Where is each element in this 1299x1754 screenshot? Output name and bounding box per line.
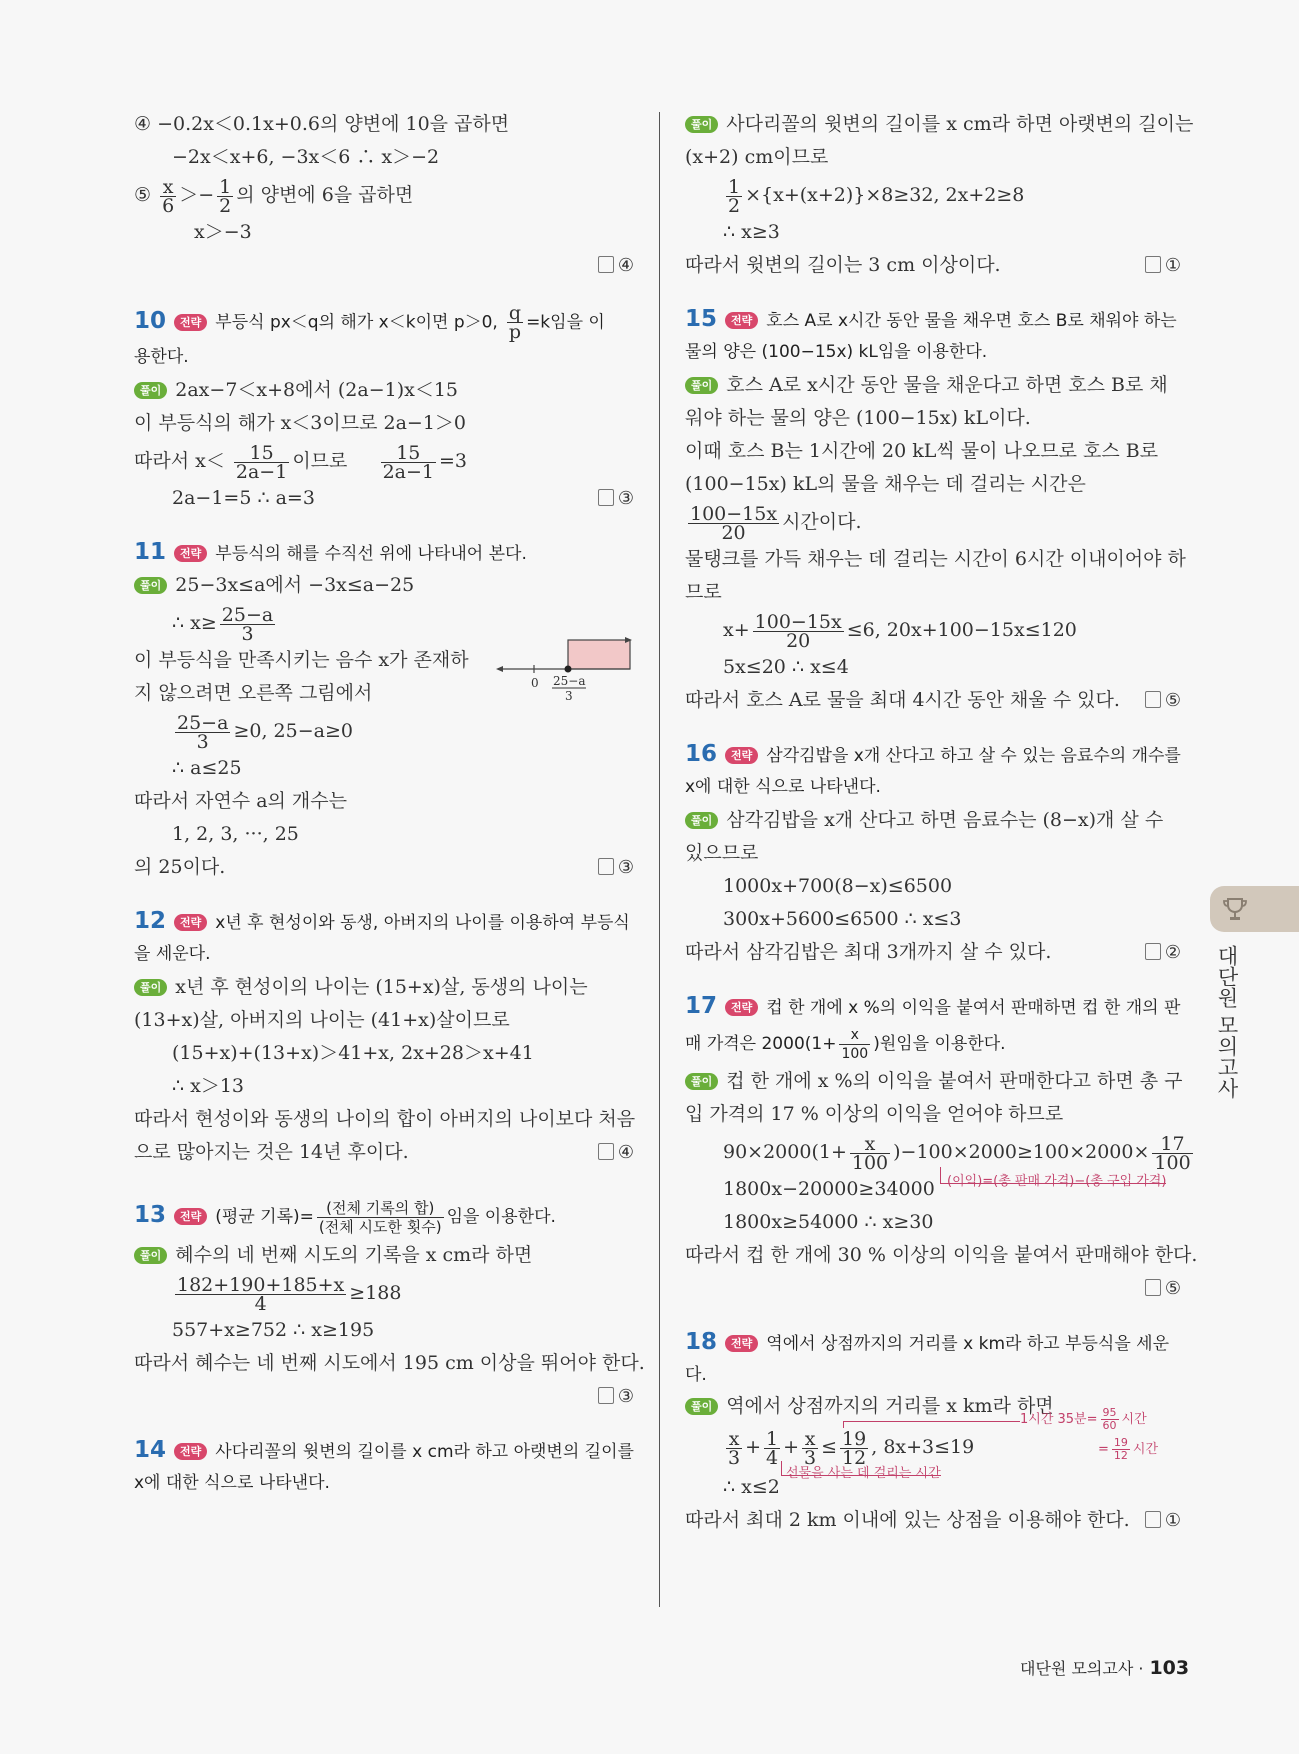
frac-top: 19 <box>1113 1436 1128 1449</box>
p18-s3-text: ∴ x≤2 <box>723 1476 780 1498</box>
frac-top: 100−15x <box>690 502 778 525</box>
fraction <box>850 1132 890 1174</box>
trophy-icon <box>1222 896 1248 922</box>
frac-top: 25−a <box>221 603 274 626</box>
problem-number: 10 <box>134 307 167 334</box>
p18-answer <box>685 1504 1181 1537</box>
fraction <box>753 610 844 652</box>
p18-s1-text: 역에서 상점까지의 거리를 x km라 하면 <box>726 1395 1054 1417</box>
p17-s1 <box>685 1065 1181 1098</box>
p17-s4 <box>685 1173 1181 1206</box>
frac-bottom: 6 <box>162 194 175 217</box>
p17-s1-text: 컵 한 개에 x %의 이익을 붙여서 판매한다고 하면 총 구 <box>726 1070 1183 1092</box>
p17-s5: 1800x≥54000 ∴ x≥30 <box>723 1211 934 1233</box>
strategy-badge: 전략 <box>725 312 758 329</box>
strategy-badge: 전략 <box>725 1335 758 1352</box>
annotation-text: = <box>1098 1442 1109 1457</box>
answer-value: ③ <box>617 1386 634 1407</box>
p11-s5-post: ≥0, 25−a≥0 <box>233 720 353 742</box>
p10-s1 <box>134 374 634 407</box>
strategy-badge: 전략 <box>174 314 207 331</box>
strategy-text: x년 후 현성이와 동생, 아버지의 나이를 이용하여 부등식 <box>215 913 630 933</box>
frac-bottom: 60 <box>1102 1419 1117 1432</box>
frac-bottom: 2a−1 <box>382 460 435 483</box>
p16-strategy <box>685 739 1181 771</box>
p12-s5: 따라서 현성이와 동생의 나이의 합이 아버지의 나이보다 처음 <box>134 1108 636 1130</box>
p15-answer <box>685 684 1181 717</box>
side-tab-label: 대단원 모의고사 <box>1215 945 1239 1099</box>
fraction <box>839 1026 870 1063</box>
strategy-text: 부등식의 해를 수직선 위에 나타내어 본다. <box>215 544 527 564</box>
p15-s5-post: 시간이다. <box>782 511 862 533</box>
p18-note-time <box>1020 1407 1147 1432</box>
solution-region <box>568 640 630 669</box>
p17-s2: 입 가격의 17 % 이상의 이익을 얻어야 하므로 <box>685 1103 1064 1125</box>
p13-strategy <box>134 1191 634 1239</box>
p14-strategy-cont: x에 대한 식으로 나타낸다. <box>134 1473 330 1493</box>
p18-strategy <box>685 1327 1181 1390</box>
boundary-label-top: 25−a <box>553 674 586 688</box>
strategy-badge: 전략 <box>174 1208 207 1225</box>
p9-answer <box>134 249 634 282</box>
frac-bottom: 20 <box>786 629 811 652</box>
annotation-text: 선물을 사는 데 걸리는 시간 <box>786 1466 941 1481</box>
frac-top: 15 <box>381 444 436 463</box>
frac-bottom: 4 <box>254 1292 267 1315</box>
p17-s4-text: 1800x−20000≥34000 <box>723 1178 935 1200</box>
p10-s1-text: 2ax−7＜x+8에서 (2a−1)x＜15 <box>175 379 459 401</box>
p11-figure-block <box>134 644 634 710</box>
p15-s9: 5x≤20 ∴ x≤4 <box>723 656 849 678</box>
answer-value: ① <box>1164 255 1181 276</box>
fraction <box>1152 1132 1192 1174</box>
p12-s1 <box>134 971 634 1004</box>
p13-s2-post: ≥188 <box>349 1282 402 1304</box>
frac-top: 95 <box>1102 1406 1117 1419</box>
frac-top: 19 <box>842 1427 867 1450</box>
p15-s5 <box>685 501 1181 543</box>
p15-s8-pre: x+ <box>723 619 750 641</box>
strategy-text: (평균 기록)= <box>215 1207 314 1227</box>
strategy-text: 삼각김밥을 x개 산다고 하고 살 수 있는 음료수의 개수를 <box>766 746 1181 766</box>
solution-badge: 풀이 <box>685 1073 718 1090</box>
p11-s6: ∴ a≤25 <box>172 757 242 779</box>
answer-value: ⑤ <box>1164 690 1181 711</box>
p13-s1 <box>134 1239 634 1272</box>
strategy-badge: 전략 <box>174 1443 207 1460</box>
answer-icon <box>598 858 614 875</box>
p9-l3-mid: ＞− <box>179 184 215 206</box>
p15-strategy <box>685 304 1181 336</box>
problem-number: 13 <box>134 1202 167 1228</box>
strategy-text: 사다리꼴의 윗변의 길이를 x cm라 하고 아랫변의 길이를 <box>215 1442 634 1462</box>
solution-badge: 풀이 <box>134 577 167 594</box>
p9-line2: −2x＜x+6, −3x＜6 ∴ x＞−2 <box>172 146 440 168</box>
p16-s1 <box>685 804 1181 837</box>
page-number: 103 <box>1149 1657 1190 1679</box>
frac-top: x <box>160 178 176 197</box>
right-column <box>685 108 1198 1537</box>
fraction <box>726 175 742 217</box>
problem-number: 14 <box>134 1437 167 1463</box>
p16-s2: 있으므로 <box>685 842 759 864</box>
p12-s1-text: x년 후 현성이의 나이는 (15+x)살, 동생의 나이는 <box>175 976 588 998</box>
p16-s3: 1000x+700(8−x)≤6500 <box>723 875 953 897</box>
p10-s3-post: =3 <box>439 450 468 472</box>
frac-top: 1 <box>766 1427 779 1450</box>
frac-top: 100−15x <box>754 610 842 633</box>
arrow-left-icon <box>496 666 503 672</box>
frac-bottom: 20 <box>721 521 746 544</box>
strategy-badge: 전략 <box>174 914 207 931</box>
p13-s3: 557+x≥752 ∴ x≥195 <box>172 1319 375 1341</box>
frac-top: x <box>726 1430 742 1449</box>
p10-strategy-cont: 용한다. <box>134 347 189 367</box>
p15-s8 <box>685 609 1181 651</box>
side-tab[interactable] <box>1210 886 1299 932</box>
p18-s2-post: , 8x+3≤19 <box>871 1436 975 1458</box>
fraction <box>234 441 289 483</box>
frac-bottom: 12 <box>842 1446 867 1469</box>
left-column <box>134 108 645 1500</box>
problem-number: 11 <box>134 539 167 565</box>
answer-icon <box>1145 1511 1161 1528</box>
frac-bottom: 12 <box>1113 1449 1128 1462</box>
fraction <box>217 175 233 217</box>
p18-note-gift <box>781 1461 941 1481</box>
solution-badge: 풀이 <box>685 1398 718 1415</box>
frac-top: (전체 기록의 합) <box>317 1199 444 1218</box>
p14-s3 <box>685 174 1181 216</box>
p11-s4: 지 않으려면 오른쪽 그림에서 <box>134 682 373 704</box>
fraction <box>1112 1437 1130 1462</box>
p15-s3: 이때 호스 B는 1시간에 20 kL씩 물이 나오므로 호스 B로 <box>685 440 1159 462</box>
p10-s3-pre: 따라서 x＜ <box>134 450 225 472</box>
answer-value: ⑤ <box>1164 1278 1181 1299</box>
boundary-label-bottom: 3 <box>565 689 573 703</box>
frac-bottom: 100 <box>851 1151 889 1174</box>
p12-s6: 으로 많아지는 것은 14년 후이다. <box>134 1141 409 1163</box>
p12-answer <box>134 1136 634 1169</box>
fraction <box>688 502 779 544</box>
p16-answer <box>685 936 1181 969</box>
frac-top: q <box>508 302 522 324</box>
p14-s2: (x+2) cm이므로 <box>685 146 829 168</box>
frac-top: 182+190+185+x <box>177 1273 345 1296</box>
p10-answer <box>134 482 634 515</box>
frac-bottom: 2 <box>728 194 741 217</box>
p12-s4: ∴ x＞13 <box>172 1075 245 1097</box>
strategy-text: =k임을 이 <box>526 312 605 333</box>
answer-value: ④ <box>617 255 634 276</box>
p10-strategy <box>134 304 634 341</box>
answer-value: ① <box>1164 1510 1181 1531</box>
solution-badge: 풀이 <box>134 382 167 399</box>
frac-top: x <box>839 1026 870 1045</box>
fraction <box>175 711 230 753</box>
p9-line4: x＞−3 <box>194 221 252 243</box>
p11-answer <box>134 851 634 884</box>
p17-s3-pre: 90×2000(1+ <box>723 1141 847 1163</box>
p10-s3 <box>134 440 634 482</box>
solution-badge: 풀이 <box>685 377 718 394</box>
p9-l3-pre: ⑤ <box>134 184 152 206</box>
frac-bottom: 3 <box>241 622 254 645</box>
p14-s3-post: ×{x+(x+2)}×8≥32, 2x+2≥8 <box>745 184 1025 206</box>
fraction <box>1101 1407 1119 1432</box>
strategy-text: 부등식 px＜q의 해가 x＜k이면 p＞0, <box>215 312 498 333</box>
column-divider <box>659 112 660 1607</box>
p15-strategy-cont: 물의 양은 (100−15x) kL임을 이용한다. <box>685 342 988 362</box>
p17-strategy-cont <box>685 1023 1181 1065</box>
answer-icon <box>1145 256 1161 273</box>
frac-bottom: 3 <box>196 730 209 753</box>
frac-top: 1 <box>728 175 741 198</box>
p13-s2 <box>134 1272 634 1314</box>
p17-s4-note <box>940 1167 1167 1189</box>
p15-s6: 물탱크를 가득 채우는 데 걸리는 시간이 6시간 이내이어야 하 <box>685 548 1186 570</box>
p9-l3-post: 의 양변에 6을 곱하면 <box>236 184 414 206</box>
fraction <box>726 1427 742 1469</box>
strategy-badge: 전략 <box>174 545 207 562</box>
p15-s8-post: ≤6, 20x+100−15x≤120 <box>846 619 1077 641</box>
p17-s3-mid: )−100×2000≥100×2000× <box>893 1141 1150 1163</box>
frac-bottom: 100 <box>841 1045 869 1062</box>
p15-s1 <box>685 369 1181 402</box>
boundary-point <box>565 666 572 673</box>
frac-top: 17 <box>1152 1135 1192 1154</box>
strategy-text: 호스 A로 x시간 동안 물을 채우면 호스 B로 채워야 하는 <box>766 311 1177 331</box>
problem-number: 18 <box>685 1329 718 1355</box>
p14-answer <box>685 249 1181 282</box>
frac-top: 15 <box>234 444 289 463</box>
answer-icon <box>598 489 614 506</box>
p15-s10: 따라서 호스 A로 물을 최대 4시간 동안 채울 수 있다. <box>685 689 1120 711</box>
footer-label: 대단원 모의고사 · <box>1020 1659 1144 1678</box>
frac-top: x <box>802 1430 818 1449</box>
fraction <box>175 1273 346 1315</box>
annotation-text: 1시간 35분= <box>1020 1412 1098 1427</box>
p14-s4: ∴ x≥3 <box>723 221 780 243</box>
frac-bottom: 4 <box>766 1446 779 1469</box>
p17-s6: 따라서 컵 한 개에 30 % 이상의 이익을 붙여서 판매해야 한다. <box>685 1244 1198 1266</box>
strategy-text: 임을 이용한다. <box>446 1207 556 1227</box>
p10-s3-mid: 이므로 <box>292 450 348 472</box>
frac-bottom: p <box>508 321 522 343</box>
p12-strategy-cont: 을 세운다. <box>134 944 211 964</box>
solution-badge: 풀이 <box>134 1247 167 1264</box>
answer-icon <box>598 1143 614 1160</box>
solution-badge: 풀이 <box>685 116 718 133</box>
page-footer <box>1020 1656 1189 1679</box>
strategy-text: )원임을 이용한다. <box>873 1034 1006 1054</box>
answer-value: ② <box>1164 942 1181 963</box>
answer-icon <box>598 1387 614 1404</box>
p17-strategy <box>685 991 1181 1023</box>
p13-s4: 따라서 혜수는 네 번째 시도에서 195 cm 이상을 뛰어야 한다. <box>134 1352 645 1374</box>
frac-bottom: 2 <box>219 194 232 217</box>
frac-top: x <box>850 1135 890 1154</box>
fraction <box>317 1199 444 1236</box>
frac-bottom: 3 <box>804 1446 817 1469</box>
strategy-text: 역에서 상점까지의 거리를 x km라 하고 부등식을 세운다. <box>685 1334 1170 1385</box>
p18-s4: 따라서 최대 2 km 이내에 있는 상점을 이용해야 한다. <box>685 1509 1130 1531</box>
problem-number: 16 <box>685 741 718 767</box>
frac-bottom: (전체 시도한 횟수) <box>318 1217 442 1236</box>
problem-number: 12 <box>134 908 167 934</box>
problem-number: 17 <box>685 993 718 1019</box>
fraction <box>160 175 176 217</box>
frac-bottom: 100 <box>1154 1151 1191 1174</box>
frac-bottom: 2a−1 <box>235 460 288 483</box>
p13-s1-text: 혜수의 네 번째 시도의 기록을 x cm라 하면 <box>175 1244 533 1266</box>
p18-s3 <box>685 1466 1181 1504</box>
annotation-text: 시간 <box>1132 1442 1159 1457</box>
fraction <box>507 304 523 341</box>
p13-answer <box>134 1380 634 1413</box>
p17-answer <box>685 1272 1181 1305</box>
strategy-badge: 전략 <box>725 999 758 1016</box>
answer-icon <box>1145 943 1161 960</box>
zero-label: 0 <box>531 676 539 690</box>
p9-line3 <box>134 174 634 216</box>
annotation-text: 시간 <box>1121 1412 1147 1427</box>
p9-line1: ④ −0.2x＜0.1x+0.6의 양변에 10을 곱하면 <box>134 113 510 135</box>
problem-number: 15 <box>685 306 718 332</box>
frac-top: 1 <box>219 175 232 198</box>
p12-strategy <box>134 906 634 938</box>
answer-icon <box>1145 691 1161 708</box>
strategy-badge: 전략 <box>725 747 758 764</box>
fraction <box>220 603 275 645</box>
p15-s7: 므로 <box>685 581 722 603</box>
p14-s1-text: 사다리꼴의 윗변의 길이를 x cm라 하면 아랫변의 길이는 <box>726 113 1194 135</box>
strategy-text: 컵 한 개에 x %의 이익을 붙여서 판매하면 컵 한 개의 판 <box>766 998 1181 1018</box>
annotation-text: (이익)=(총 판매 가격)−(총 구입 가격) <box>947 1174 1167 1189</box>
p16-s1-text: 삼각김밥을 x개 산다고 하면 음료수는 (8−x)개 살 수 <box>726 809 1164 831</box>
p11-strategy <box>134 537 634 569</box>
p18-s2: $\frac{x}{3}$ + $\frac{1}{4}$ + $\frac{x}{3}$ ≤ $\frac{19}{12}$ , 8x+3≤19 1시간 35분= $\frac{95}{60}$ 시간 = $\frac{19}{12}$ 시간 <box>728 1406 1159 1469</box>
answer-icon <box>1145 1279 1161 1296</box>
fraction <box>764 1427 780 1469</box>
p15-s1-text: 호스 A로 x시간 동안 물을 채운다고 하면 호스 B로 채 <box>726 374 1168 396</box>
frac-bottom: 3 <box>728 1446 741 1469</box>
p16-s5: 따라서 삼각김밥은 최대 3개까지 살 수 있다. <box>685 941 1052 963</box>
p12-s2: (13+x)살, 아버지의 나이는 (41+x)살이므로 <box>134 1009 510 1031</box>
answer-value: ③ <box>617 488 634 509</box>
p18-note-bracket <box>843 1421 1020 1428</box>
answer-value: ④ <box>617 1142 634 1163</box>
answer-value: ③ <box>617 857 634 878</box>
p16-strategy-cont: x에 대한 식으로 나타낸다. <box>685 777 881 797</box>
solution-badge: 풀이 <box>685 812 718 829</box>
number-line-figure <box>494 636 634 708</box>
frac-top: 25−a <box>177 711 229 734</box>
p10-s2: 이 부등식의 해가 x＜3이므로 2a−1＞0 <box>134 412 467 434</box>
p12-s3: (15+x)+(13+x)＞41+x, 2x+28＞x+41 <box>172 1042 534 1064</box>
solution-badge: 풀이 <box>134 979 167 996</box>
p15-s2: 워야 하는 물의 양은 (100−15x) kL이다. <box>685 407 1031 429</box>
p11-s1-text: 25−3x≤a에서 −3x≤a−25 <box>175 574 415 596</box>
strategy-text: 매 가격은 2000(1+ <box>685 1034 837 1054</box>
p11-s9: 의 25이다. <box>134 856 226 878</box>
answer-icon <box>598 256 614 273</box>
p11-s8: 1, 2, 3, ···, 25 <box>172 823 299 845</box>
p14-s1 <box>685 108 1194 141</box>
fraction <box>381 441 436 483</box>
p10-s4: 2a−1=5 ∴ a=3 <box>172 487 315 509</box>
p11-s3: 이 부등식을 만족시키는 음수 x가 존재하 <box>134 649 469 671</box>
p14-strategy <box>134 1435 634 1467</box>
p11-s1 <box>134 569 634 602</box>
p14-s5: 따라서 윗변의 길이는 3 cm 이상이다. <box>685 254 1001 276</box>
p11-s5 <box>134 710 634 752</box>
p18-note-time2 <box>1098 1437 1158 1462</box>
p16-s4: 300x+5600≤6500 ∴ x≤3 <box>723 908 962 930</box>
p11-s2-pre: ∴ x≥ <box>172 612 217 634</box>
p15-s4: (100−15x) kL의 물을 채우는 데 걸리는 시간은 <box>685 473 1086 495</box>
p11-s7: 따라서 자연수 a의 개수는 <box>134 790 347 812</box>
